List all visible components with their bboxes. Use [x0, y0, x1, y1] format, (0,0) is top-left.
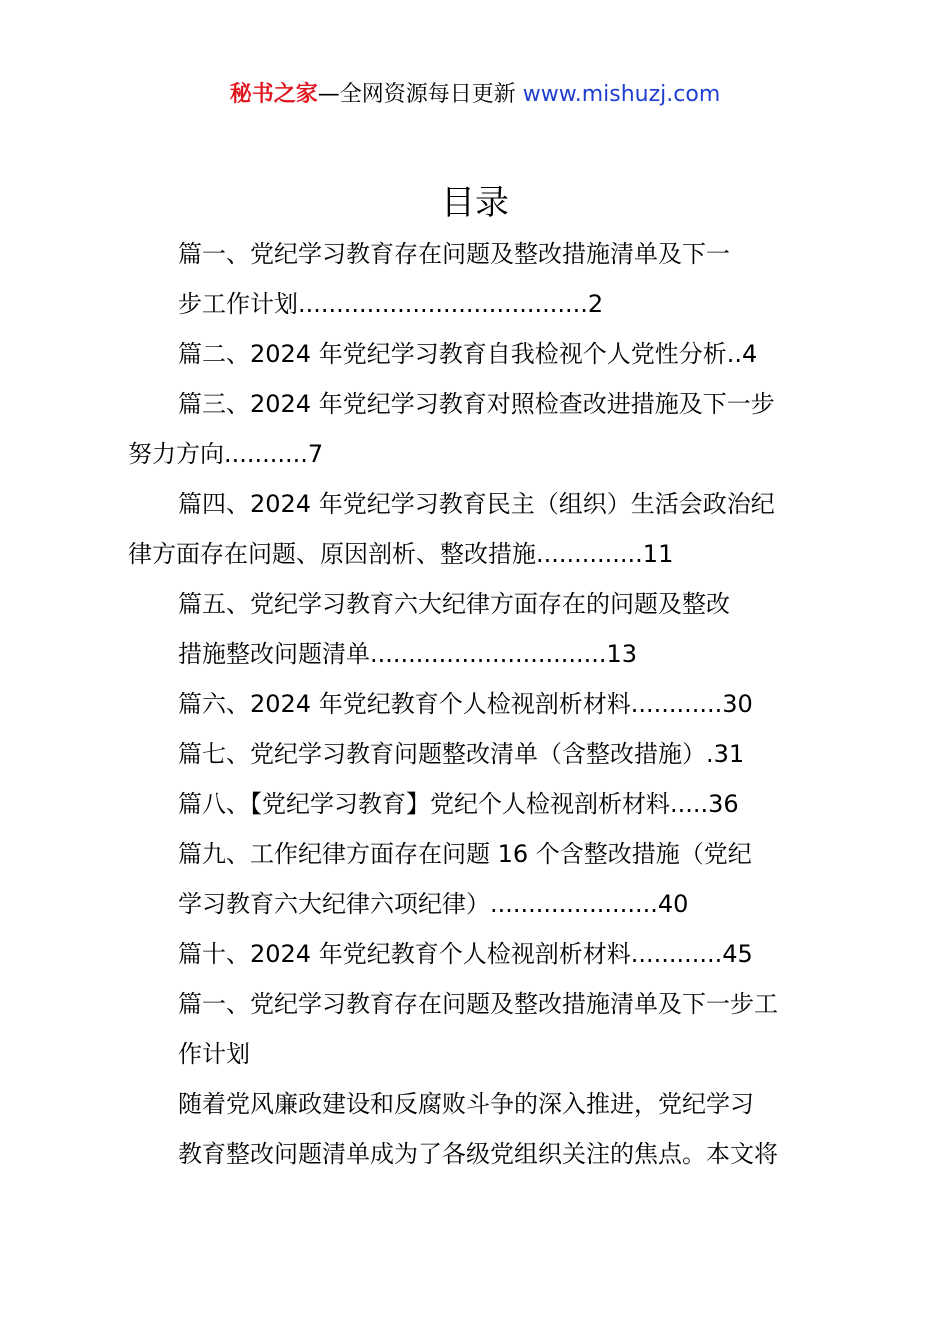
section-heading-line-1: 篇一、党纪学习教育存在问题及整改措施清单及下一步工: [178, 990, 778, 1018]
site-url[interactable]: www.mishuzj.com: [522, 82, 721, 107]
toc-entry-4-line-2: 律方面存在问题、原因剖析、整改措施..............11: [128, 540, 674, 568]
toc-entry-10: 篇十、2024 年党纪教育个人检视剖析材料............45: [178, 940, 753, 968]
paragraph-line-2: 教育整改问题清单成为了各级党组织关注的焦点。本文将: [178, 1140, 778, 1168]
toc-entry-9-line-2: 学习教育六大纪律六项纪律）......................40: [178, 890, 689, 918]
toc-entry-1-line-1: 篇一、党纪学习教育存在问题及整改措施清单及下一: [178, 240, 730, 268]
toc-entry-2: 篇二、2024 年党纪学习教育自我检视个人党性分析..4: [178, 340, 758, 368]
toc-entry-1-line-2: 步工作计划......................................2: [178, 290, 604, 318]
paragraph-line-1: 随着党风廉政建设和反腐败斗争的深入推进，党纪学习: [178, 1090, 754, 1118]
toc-entry-3-line-2: 努力方向...........7: [128, 440, 324, 468]
toc-entry-5-line-1: 篇五、党纪学习教育六大纪律方面存在的问题及整改: [178, 590, 730, 618]
page-title: 目录: [441, 183, 509, 223]
brand-name: 秘书之家: [229, 82, 318, 107]
toc-entry-9-line-1: 篇九、工作纪律方面存在问题 16 个含整改措施（党纪: [178, 840, 752, 868]
toc-entry-8: 篇八、【党纪学习教育】党纪个人检视剖析材料.....36: [178, 790, 739, 818]
header-tagline: —全网资源每日更新: [317, 82, 523, 107]
section-heading-line-2: 作计划: [178, 1040, 250, 1068]
toc-entry-3-line-1: 篇三、2024 年党纪学习教育对照检查改进措施及下一步: [178, 390, 775, 418]
toc-entry-6: 篇六、2024 年党纪教育个人检视剖析材料............30: [178, 690, 753, 718]
toc-entry-5-line-2: 措施整改问题清单...............................13: [178, 640, 638, 668]
toc-entry-7: 篇七、党纪学习教育问题整改清单（含整改措施）.31: [178, 740, 745, 768]
site-header: [0, 80, 950, 110]
toc-entry-4-line-1: 篇四、2024 年党纪学习教育民主（组织）生活会政治纪: [178, 490, 775, 518]
